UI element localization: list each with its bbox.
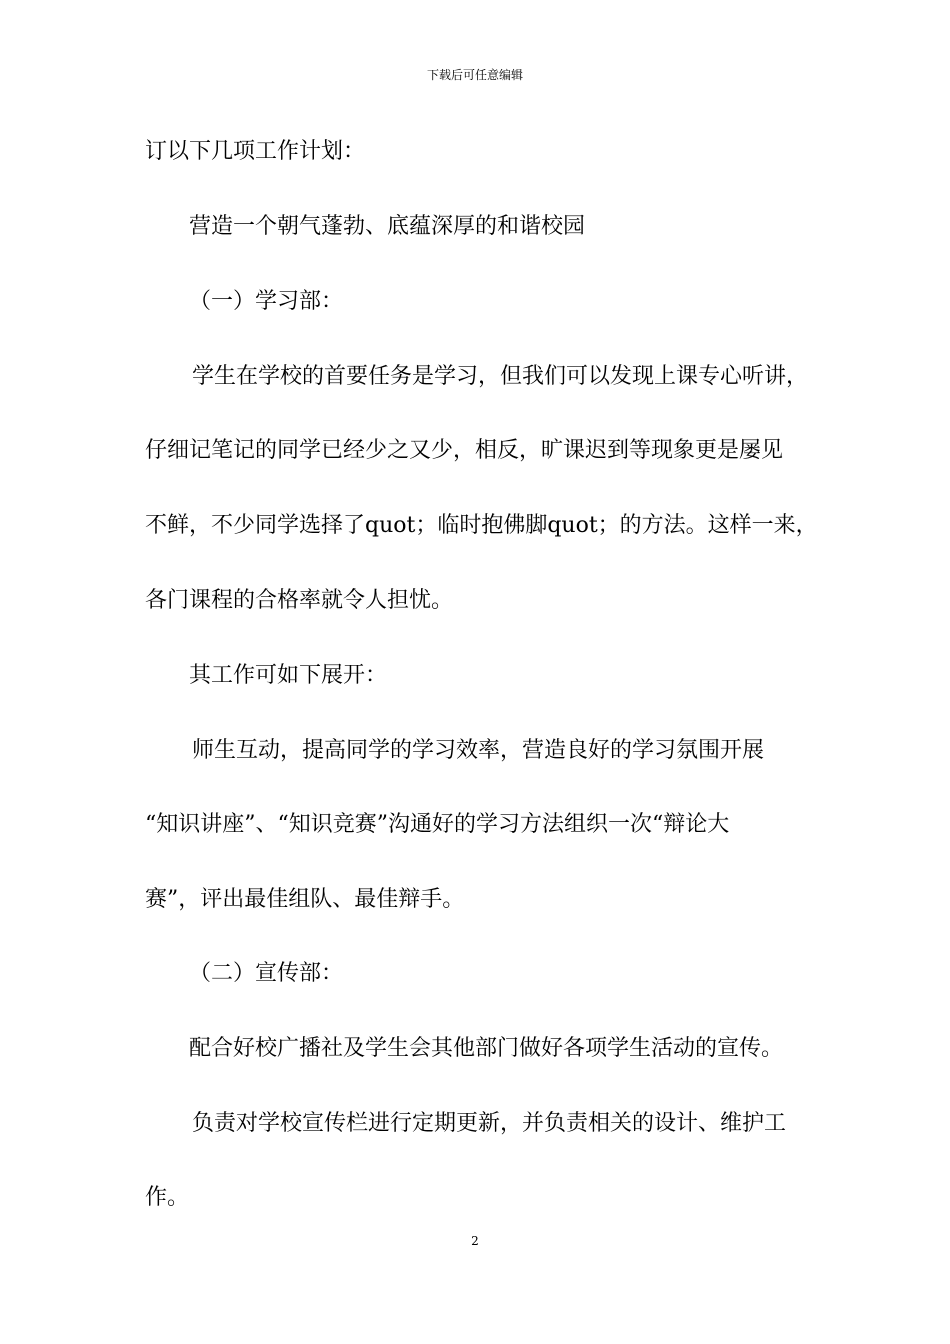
page-header: 下载后可任意编辑 [426,68,523,82]
text-line: 各门课程的合格率就令人担忧。 [145,588,454,613]
section-heading: （一）学习部： [189,289,344,314]
section-heading: （二）宣传部： [189,961,344,986]
text-line: 学生在学校的首要任务是学习，但我们可以发现上课专心听讲， [192,364,809,389]
text-line: 作。 [145,1185,190,1210]
text-line: 仔细记笔记的同学已经少之又少，相反，旷课迟到等现象更是屡见 [145,438,784,463]
text-line: 赛”，评出最佳组队、最佳辩手。 [145,887,465,912]
text-line: 营造一个朝气蓬勃、底蕴深厚的和谐校园 [189,214,586,239]
text-line: 师生互动，提高同学的学习效率，营造良好的学习氛围开展 [192,738,765,763]
text-line: 负责对学校宣传栏进行定期更新，并负责相关的设计、维护工 [192,1111,787,1136]
text-line: “知识讲座”、“知识竞赛”沟通好的学习方法组织一次“辩论大 [145,812,730,837]
page-number: 2 [471,1234,479,1248]
text-line: 配合好校广播社及学生会其他部门做好各项学生活动的宣传。 [189,1036,784,1061]
text-line: 订以下几项工作计划： [145,139,366,164]
text-line: 其工作可如下展开： [189,663,388,688]
text-line: 不鲜，不少同学选择了quot；临时抱佛脚quot；的方法。这样一来， [145,513,818,538]
